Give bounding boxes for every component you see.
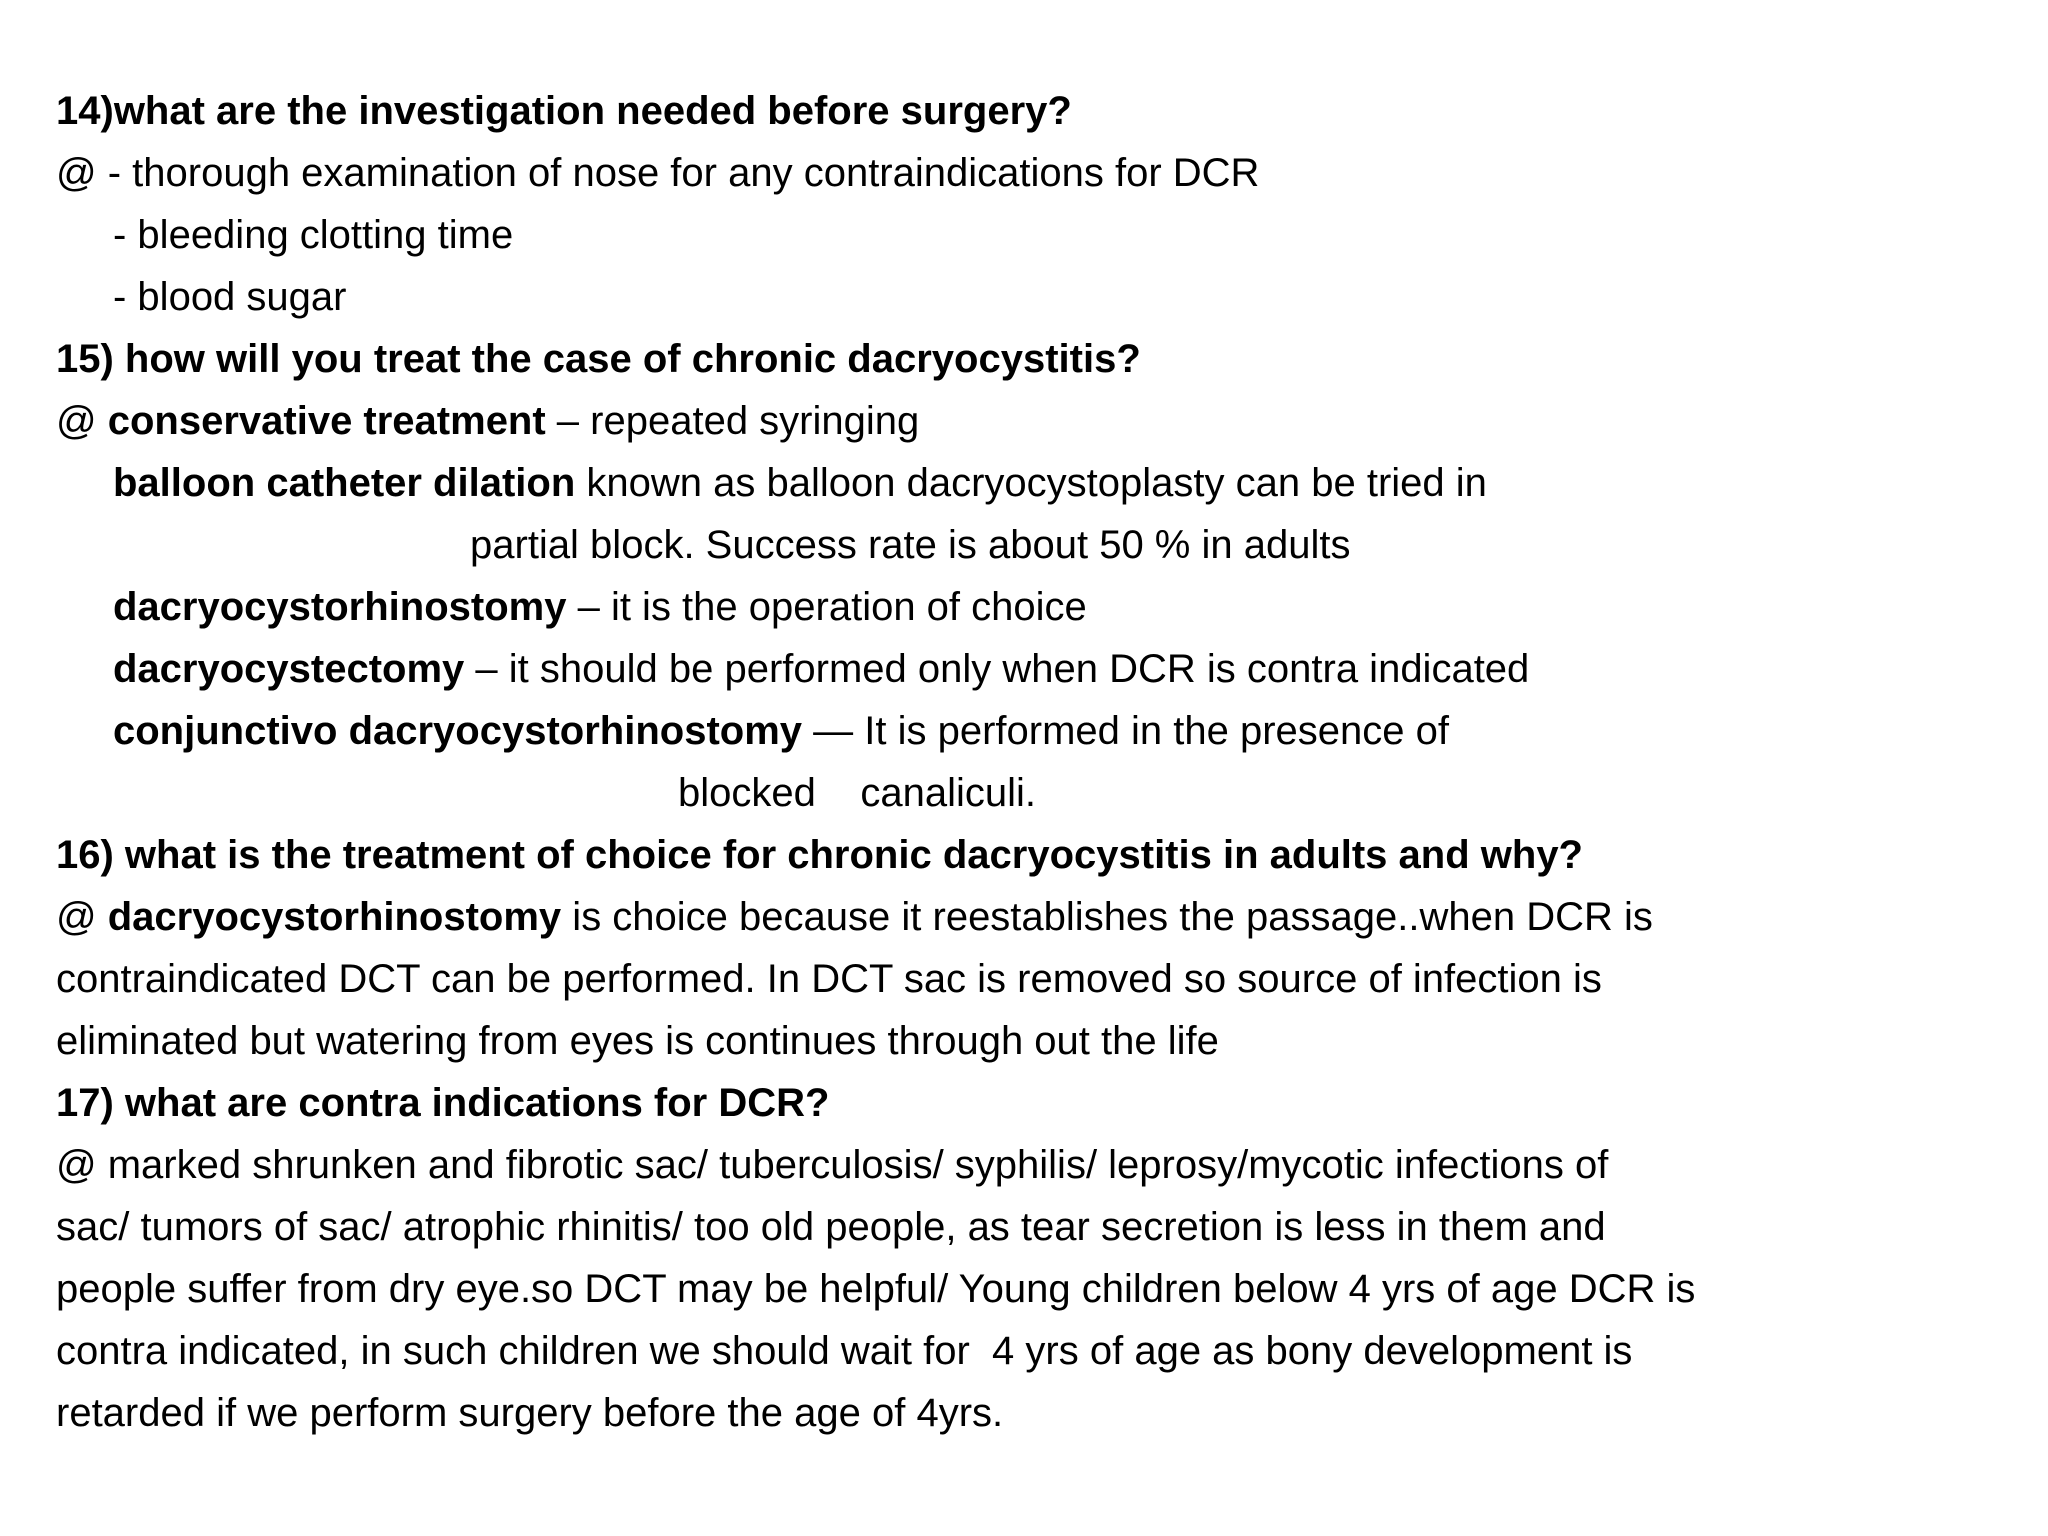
term-balloon-catheter-dilation: balloon catheter dilation bbox=[113, 461, 576, 505]
answer-prefix: @ bbox=[56, 399, 108, 443]
q15-item-conservative bbox=[56, 390, 919, 452]
q16-question: 16) what is the treatment of choice for chronic dacryocystitis in adults and why? bbox=[56, 833, 1583, 877]
desc-dacryocystorhinostomy: – it is the operation of choice bbox=[566, 585, 1087, 629]
q14-answer-line-1: @ - thorough examination of nose for any contraindications for DCR bbox=[56, 151, 1260, 195]
term-conservative-treatment: conservative treatment bbox=[107, 399, 546, 443]
term-conjunctivo-dacryocystorhinostomy: conjunctivo dacryocystorhinostomy bbox=[113, 709, 803, 753]
q17-answer-line-2: sac/ tumors of sac/ atrophic rhinitis/ too old people, as tear secretion is less in them and bbox=[56, 1205, 1606, 1249]
q17-answer-line-1: @ marked shrunken and fibrotic sac/ tuberculosis/ syphilis/ leprosy/mycotic infections of bbox=[56, 1143, 1609, 1187]
q14-question: 14)what are the investigation needed before surgery? bbox=[56, 89, 1072, 133]
q16-answer-line-1-rest: is choice because it reestablishes the passage..when DCR is bbox=[561, 895, 1653, 939]
desc-conjunctivo-dacryocystorhinostomy: — It is performed in the presence of bbox=[802, 709, 1450, 753]
q15-item-balloon-continued: partial block. Success rate is about 50 % in adults bbox=[470, 523, 1351, 567]
term-dacryocystorhinostomy: dacryocystorhinostomy bbox=[113, 585, 567, 629]
q15-item-balloon bbox=[113, 452, 1487, 514]
q15-item-dcr bbox=[113, 576, 1087, 638]
q14-answer-line-3: - blood sugar bbox=[113, 275, 347, 319]
q14-answer-line-2: - bleeding clotting time bbox=[113, 213, 514, 257]
q16-answer-line-1 bbox=[56, 886, 1653, 948]
desc-conservative-treatment: – repeated syringing bbox=[545, 399, 920, 443]
q16-answer-line-3: eliminated but watering from eyes is continues through out the life bbox=[56, 1019, 1219, 1063]
term-dacryocystorhinostomy: dacryocystorhinostomy bbox=[107, 895, 562, 939]
q17-question: 17) what are contra indications for DCR? bbox=[56, 1081, 830, 1125]
answer-prefix: @ bbox=[56, 895, 108, 939]
q15-item-cdcr bbox=[113, 700, 1449, 762]
term-dacryocystectomy: dacryocystectomy bbox=[113, 647, 465, 691]
desc-balloon-catheter-dilation: known as balloon dacryocystoplasty can be tried in bbox=[575, 461, 1487, 505]
q17-answer-line-3: people suffer from dry eye.so DCT may be helpful/ Young children below 4 yrs of age DCR is bbox=[56, 1267, 1696, 1311]
q17-answer-line-5: retarded if we perform surgery before the age of 4yrs. bbox=[56, 1391, 1004, 1435]
desc-dacryocystectomy: – it should be performed only when DCR is contra indicated bbox=[464, 647, 1530, 691]
q15-item-cdcr-continued: blocked canaliculi. bbox=[678, 771, 1036, 815]
q16-answer-line-2: contraindicated DCT can be performed. In DCT sac is removed so source of infection is bbox=[56, 957, 1602, 1001]
q15-item-dct bbox=[113, 638, 1529, 700]
q15-question: 15) how will you treat the case of chronic dacryocystitis? bbox=[56, 337, 1141, 381]
q17-answer-line-4: contra indicated, in such children we should wait for 4 yrs of age as bony development is bbox=[56, 1329, 1633, 1373]
